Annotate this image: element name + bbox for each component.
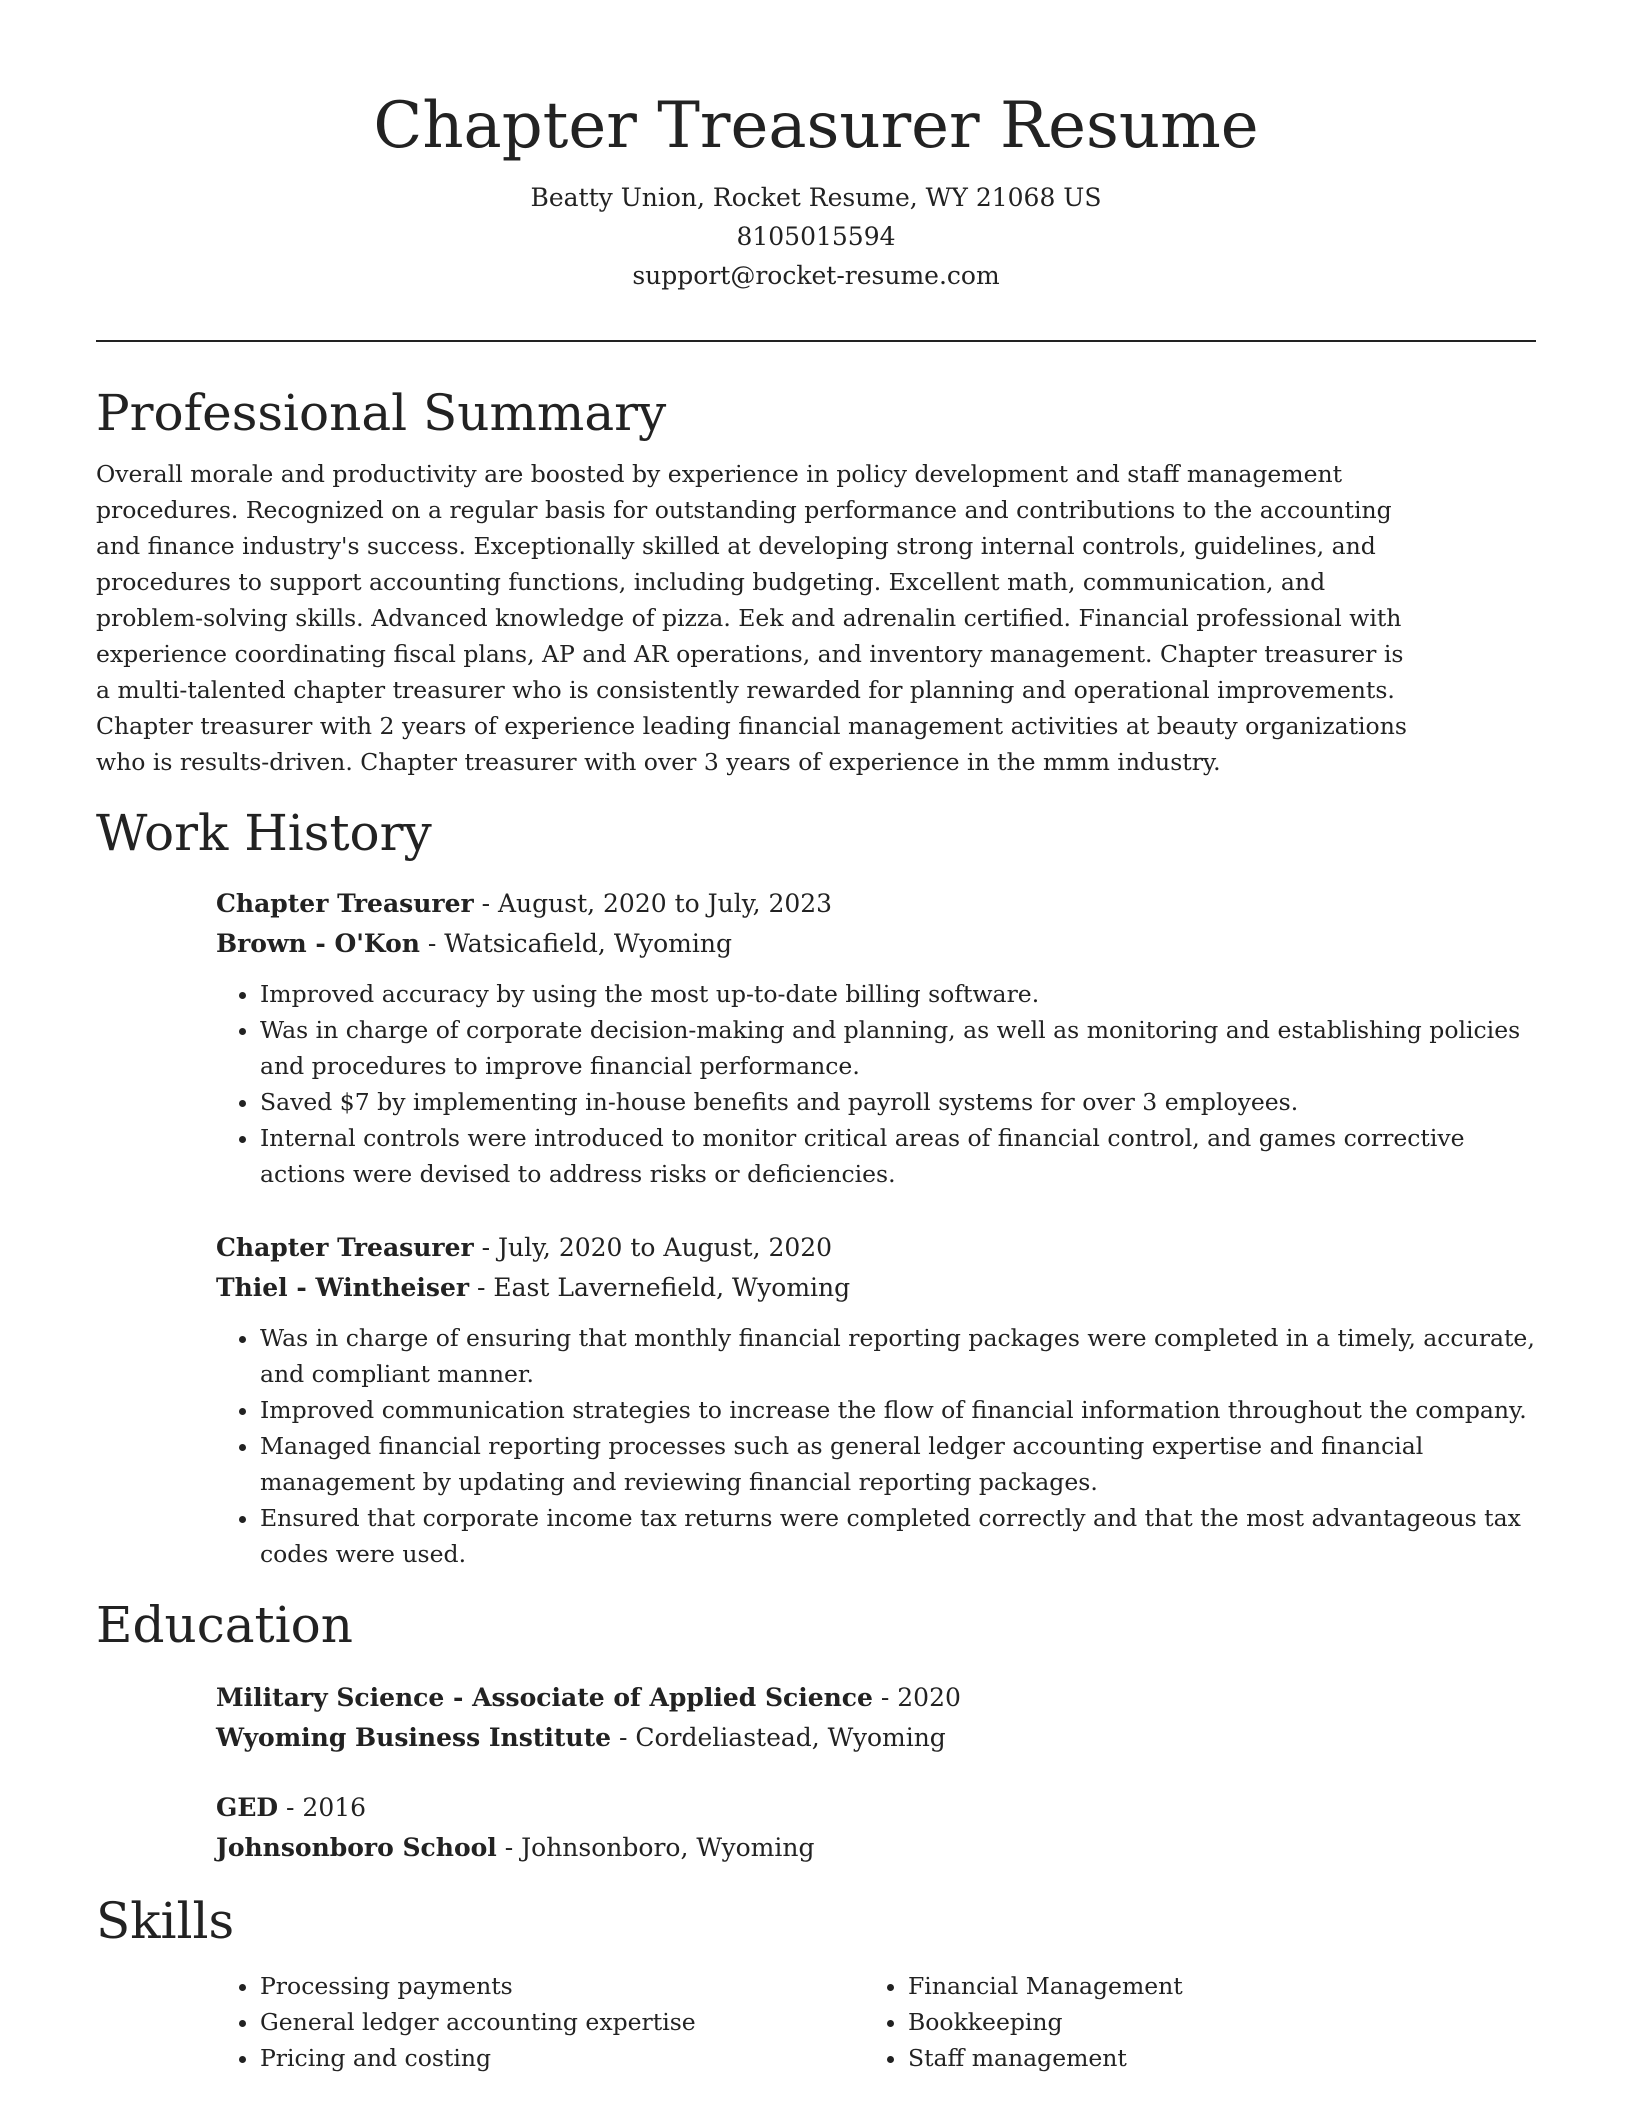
job-title-line (216, 884, 1536, 924)
education-school: Wyoming Business Institute (216, 1723, 612, 1752)
job-bullet: • Ensured that corporate income tax returns were completed correctly and that the most advantageous tax codes were used. (260, 1500, 1536, 1572)
education-entry (216, 1788, 1536, 1868)
job-employer: Brown - O'Kon (216, 929, 420, 958)
skill-item: • Pricing and costing (260, 2040, 864, 2076)
summary-section (96, 378, 1536, 780)
education-heading: Education (96, 1596, 353, 1654)
job-entry (216, 884, 1536, 1192)
education-degree-line (216, 1678, 1536, 1718)
skill-item: • General ledger accounting expertise (260, 2004, 864, 2040)
skills-column-right (864, 1968, 1512, 2076)
skill-item: • Processing payments (260, 1968, 864, 2004)
education-section (96, 1590, 1536, 1868)
contact-block (0, 178, 1632, 295)
skills-heading: Skills (96, 1892, 235, 1950)
work-history-heading: Work History (96, 804, 432, 862)
summary-heading: Professional Summary (96, 384, 667, 442)
skill-item: • Financial Management (908, 1968, 1512, 2004)
job-location: - Watsicafield, Wyoming (419, 929, 732, 958)
skill-item: • Bookkeeping (908, 2004, 1512, 2040)
job-bullet: • Was in charge of ensuring that monthly financial reporting packages were completed in a timely, accurate, and compliant manner. (260, 1320, 1536, 1392)
job-role: Chapter Treasurer (216, 889, 474, 918)
education-school-line (216, 1828, 1536, 1868)
header-divider (96, 340, 1536, 342)
job-bullet: • Managed financial reporting processes such as general ledger accounting expertise and financial management by updating and reviewing financial reporting packages. (260, 1428, 1536, 1500)
job-bullet: • Was in charge of corporate decision-making and planning, as well as monitoring and establishing policies and procedures to improve financial performance. (260, 1012, 1536, 1084)
contact-email: support@rocket-resume.com (632, 261, 1000, 290)
resume-header (0, 0, 1632, 295)
work-history-section (96, 798, 1536, 1572)
job-bullets (216, 1320, 1536, 1572)
skills-section (96, 1886, 1536, 2076)
education-degree: GED (216, 1793, 279, 1822)
job-bullet: • Improved accuracy by using the most up-to-date billing software. (260, 976, 1536, 1012)
education-location: - Johnsonboro, Wyoming (496, 1833, 815, 1862)
education-entry (216, 1678, 1536, 1758)
page-title: Chapter Treasurer Resume (373, 89, 1259, 163)
education-location: - Cordeliastead, Wyoming (611, 1723, 946, 1752)
job-employer-line (216, 1268, 1536, 1308)
job-dates: - August, 2020 to July, 2023 (473, 889, 833, 918)
education-school-line (216, 1718, 1536, 1758)
education-year: - 2020 (872, 1683, 961, 1712)
job-dates: - July, 2020 to August, 2020 (473, 1233, 833, 1262)
job-title-line (216, 1228, 1536, 1268)
resume-body (96, 378, 1536, 2076)
skill-item: • Staff management (908, 2040, 1512, 2076)
skills-column-left (216, 1968, 864, 2076)
skills-columns (216, 1968, 1536, 2076)
job-employer-line (216, 924, 1536, 964)
job-bullets (216, 976, 1536, 1192)
education-school: Johnsonboro School (216, 1833, 497, 1862)
summary-text: Overall morale and productivity are boosted by experience in policy development and staff management procedures. Recognized on a regular basis for outstanding performance and contributions to the accounting and finance industry's success. Exceptionally skilled at developing strong internal controls, guidelines, and procedures to support accounting functions, including budgeting. Excellent math, communication, and problem-solving skills. Advanced knowledge of pizza. Eek and adrenalin certified. Financial professional with experience coordinating fiscal plans, AP and AR operations, and inventory management. Chapter treasurer is a multi-talented chapter treasurer who is consistently rewarded for planning and operational improvements. Chapter treasurer with 2 years of experience leading financial management activities at beauty organizations who is results-driven. Chapter treasurer with over 3 years of experience in the mmm industry. (96, 460, 1407, 776)
job-bullet: • Internal controls were introduced to monitor critical areas of financial control, and games corrective actions were devised to address risks or deficiencies. (260, 1120, 1536, 1192)
job-employer: Thiel - Wintheiser (216, 1273, 470, 1302)
contact-phone: 8105015594 (736, 222, 896, 251)
job-entry (216, 1228, 1536, 1572)
education-degree-line (216, 1788, 1536, 1828)
job-location: - East Lavernefield, Wyoming (469, 1273, 851, 1302)
education-year: - 2016 (278, 1793, 367, 1822)
education-degree: Military Science - Associate of Applied Science (216, 1683, 873, 1712)
job-bullet: • Improved communication strategies to increase the flow of financial information throughout the company. (260, 1392, 1536, 1428)
contact-address: Beatty Union, Rocket Resume, WY 21068 US (530, 183, 1102, 212)
job-bullet: • Saved $7 by implementing in-house benefits and payroll systems for over 3 employees. (260, 1084, 1536, 1120)
job-role: Chapter Treasurer (216, 1233, 474, 1262)
